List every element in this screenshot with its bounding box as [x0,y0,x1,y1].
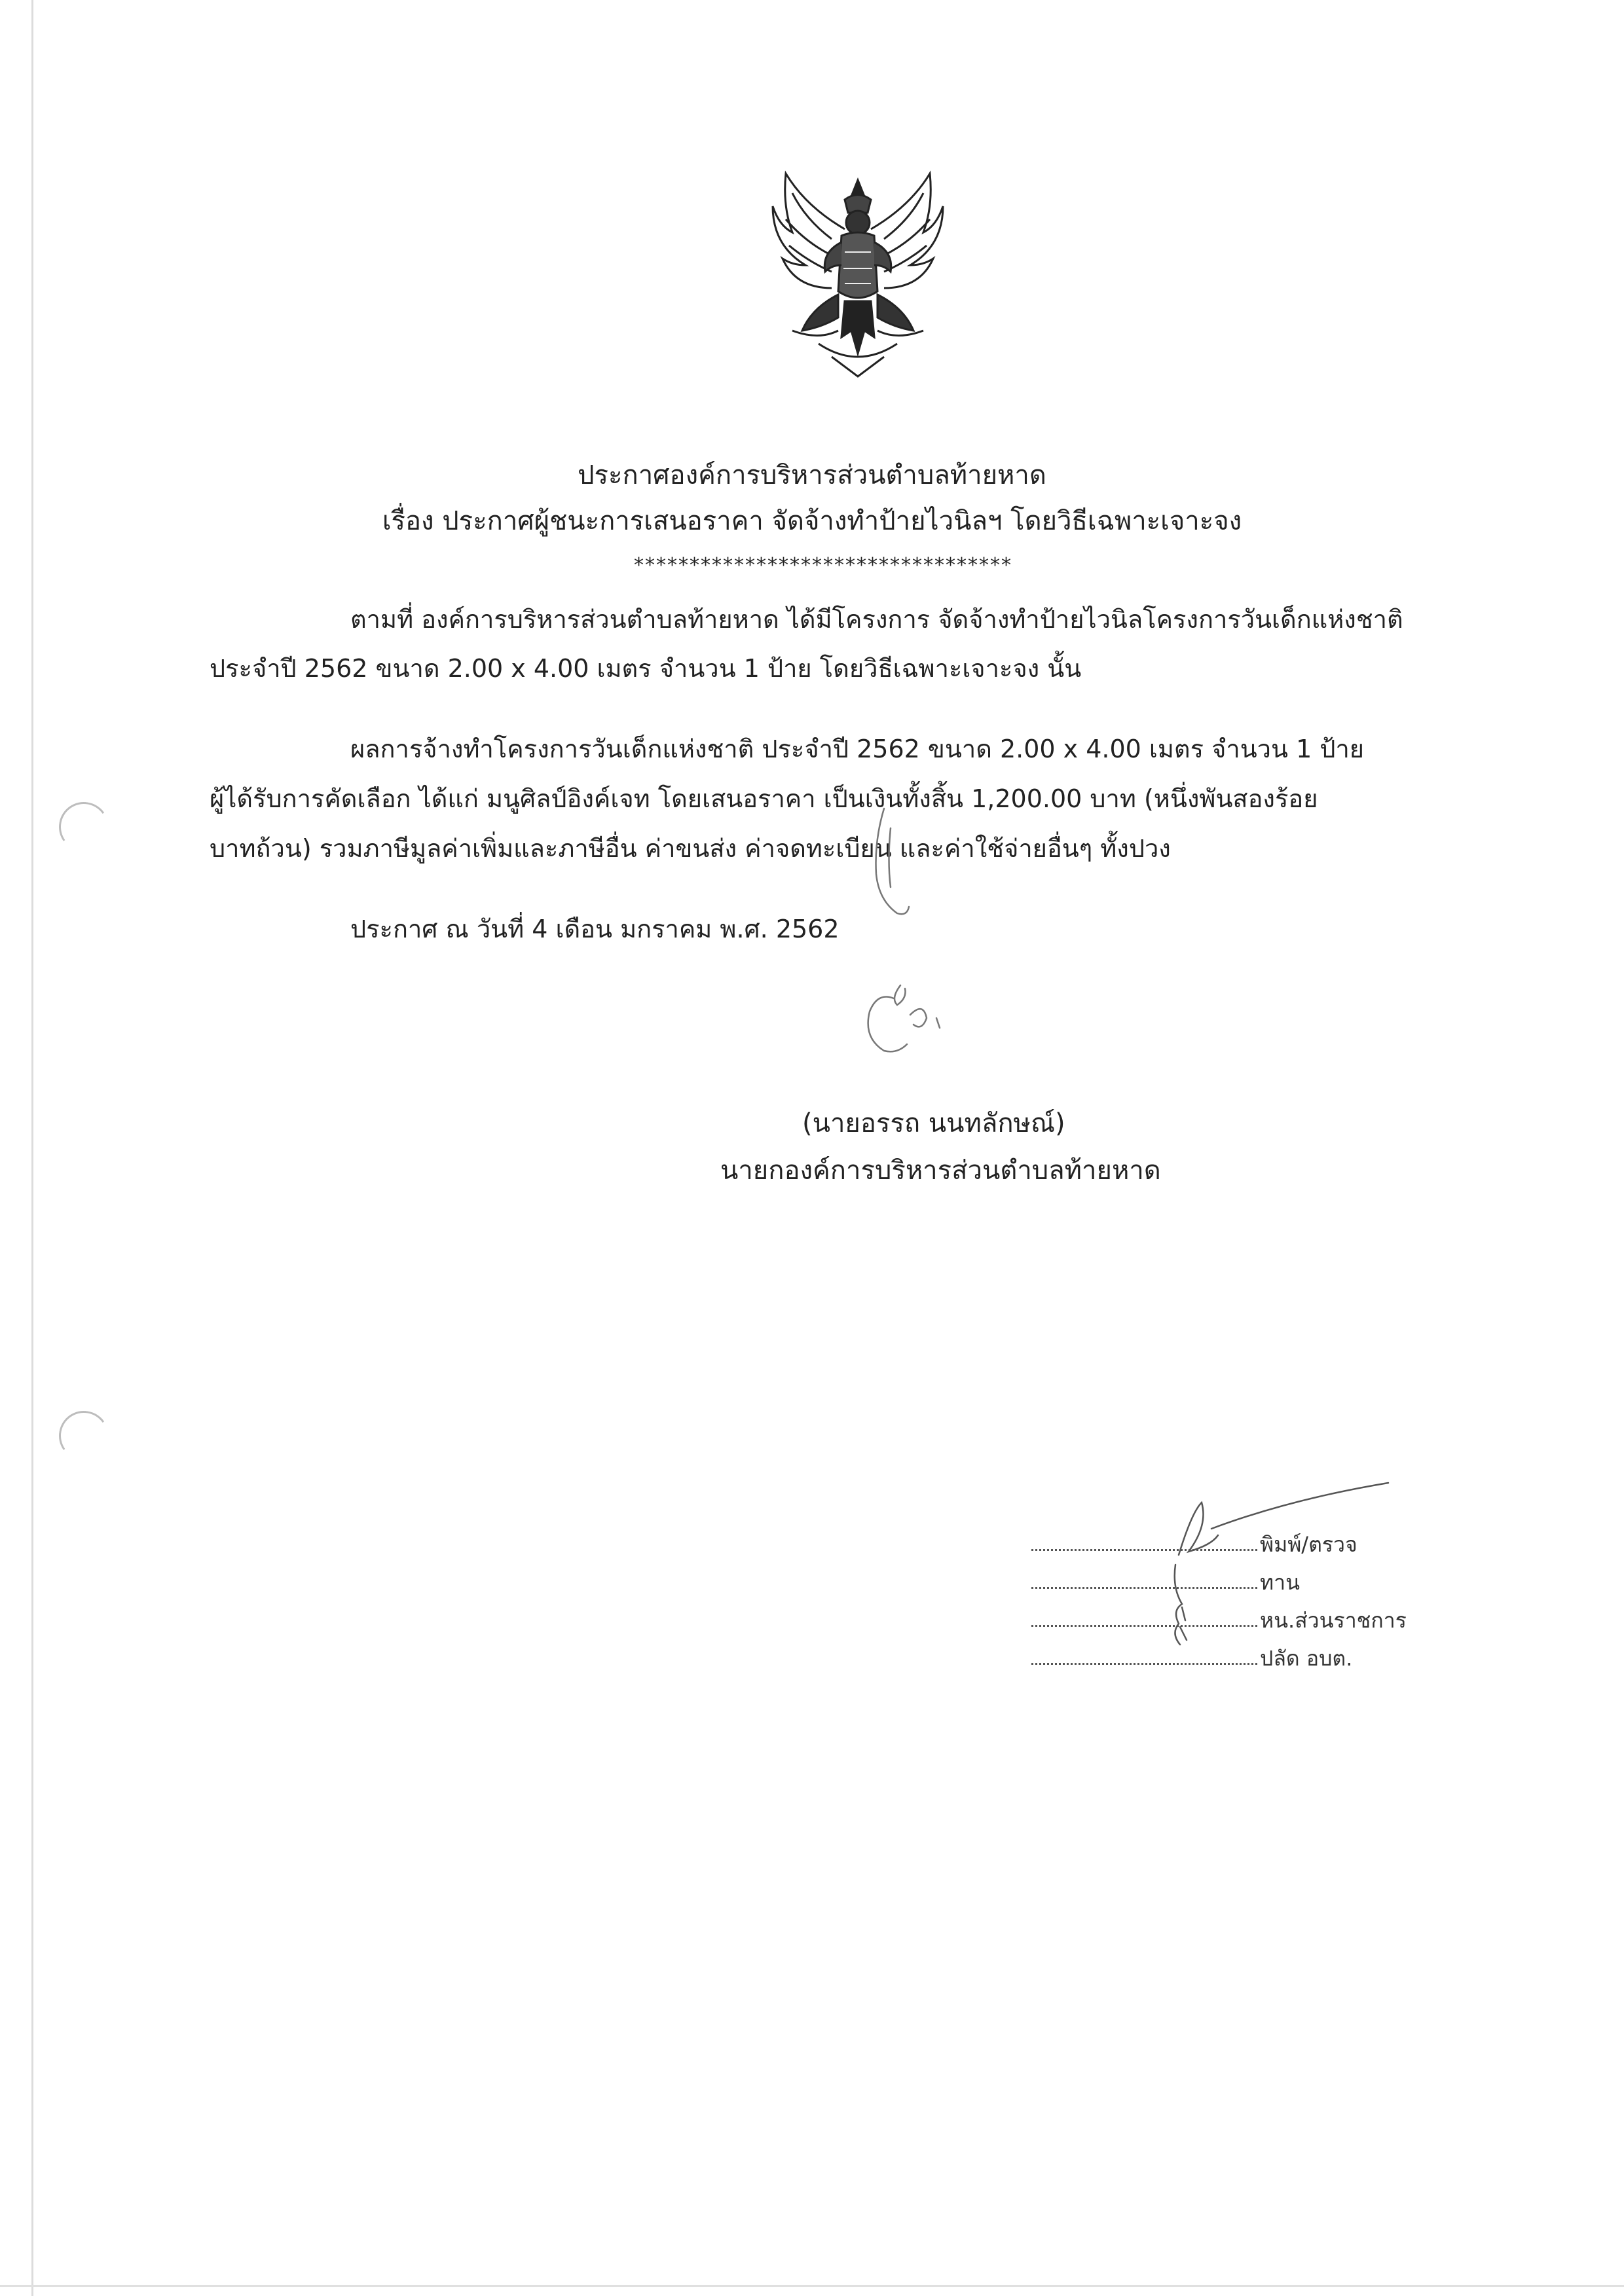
checklist-label: ทาน [1260,1570,1300,1595]
document-subject: เรื่อง ประกาศผู้ชนะการเสนอราคา จัดจ้างทำป้ายไวนิลฯ โดยวิธีเฉพาะเจาะจง [382,506,1242,536]
signatory-name: (นายอรรถ นนทลักษณ์) [802,1108,1065,1139]
punch-hole-mark [55,798,113,856]
dotted-signature-line [1031,1639,1257,1665]
document-title: ประกาศองค์การบริหารส่วนตำบลท้ายหาด [578,460,1046,490]
handwritten-signature [845,802,1015,1077]
paragraph-2-line-1: ผลการจ้างทำโครงการวันเด็กแห่งชาติ ประจำปี 2562 ขนาด 2.00 x 4.00 เมตร จำนวน 1 ป้าย [350,735,1365,763]
paragraph-2-line-2: ผู้ได้รับการคัดเลือก ได้แก่ มนูศิลป์อิงค์เจท โดยเสนอราคา เป็นเงินทั้งสิ้น 1,200.00 บาท (หนึ่งพันสองร้อย [210,784,1318,813]
announcement-date: ประกาศ ณ วันที่ 4 เดือน มกราคม พ.ศ. 2562 [350,915,840,943]
checklist-label: ปลัด อบต. [1260,1646,1353,1671]
title-separator: ********************************** [634,554,1012,577]
checklist-row [1031,1563,1490,1601]
punch-hole-mark [55,1407,113,1465]
dotted-signature-line [1031,1525,1257,1551]
paragraph-1-line-2: ประจำปี 2562 ขนาด 2.00 x 4.00 เมตร จำนวน 1 ป้าย โดยวิธีเฉพาะเจาะจง นั้น [210,654,1082,683]
approval-checklist [1031,1525,1490,1677]
bottom-edge-line [0,2285,1624,2287]
checklist-row [1031,1525,1490,1563]
garuda-emblem-icon [747,167,969,390]
dotted-signature-line [1031,1601,1257,1627]
checklist-label: หน.ส่วนราชการ [1260,1608,1407,1633]
paragraph-1-line-1: ตามที่ องค์การบริหารส่วนตำบลท้ายหาด ได้มีโครงการ จัดจ้างทำป้ายไวนิลโครงการวันเด็กแห่งชาติ [350,605,1403,634]
checklist-label: พิมพ์/ตรวจ [1260,1532,1357,1557]
dotted-signature-line [1031,1563,1257,1589]
signatory-position: นายกองค์การบริหารส่วนตำบลท้ายหาด [720,1156,1161,1186]
left-margin-line [31,0,33,2296]
checklist-row [1031,1601,1490,1639]
paragraph-2-line-3: บาทถ้วน) รวมภาษีมูลค่าเพิ่มและภาษีอื่น ค่าขนส่ง ค่าจดทะเบียน และค่าใช้จ่ายอื่นๆ ทั้งปวง [210,834,1171,863]
checklist-row [1031,1639,1490,1677]
